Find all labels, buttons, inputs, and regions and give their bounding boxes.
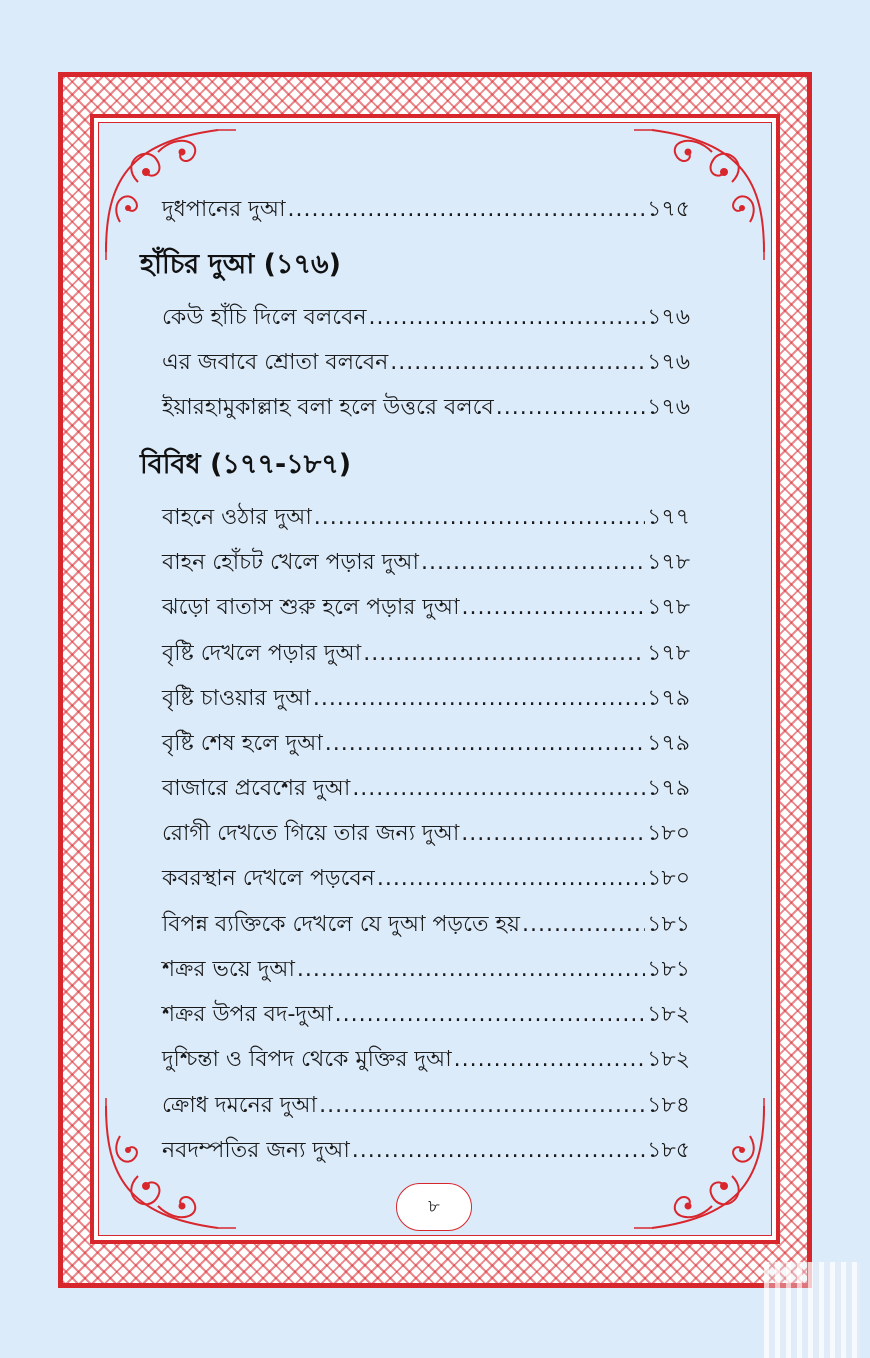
toc-entry[interactable] — [162, 636, 690, 670]
toc-entry-page: ১৭৯ — [647, 686, 690, 711]
toc-entry-page: ১৮০ — [647, 821, 690, 846]
toc-entry-page: ১৭৬ — [647, 305, 690, 330]
toc-entry-label: বাজারে প্রবেশের দুআ — [162, 776, 351, 801]
page-number-badge — [396, 1183, 472, 1231]
dot-leader — [335, 1002, 646, 1027]
toc-entry-page: ১৭৮ — [647, 641, 690, 666]
toc-entry[interactable] — [162, 771, 690, 805]
toc-entry[interactable] — [162, 997, 690, 1031]
dot-leader — [421, 550, 645, 575]
toc-entry-label: নবদম্পতির জন্য দুআ — [162, 1138, 350, 1163]
dot-leader — [496, 395, 645, 420]
dot-leader — [325, 731, 645, 756]
toc-entry[interactable] — [162, 681, 690, 715]
dot-leader — [288, 197, 646, 222]
dot-leader — [314, 505, 645, 530]
toc-entry-page: ১৭৭ — [647, 505, 690, 530]
toc-entry-label: এর জবাবে শ্রোতা বলবেন — [162, 350, 389, 375]
toc-entry-label: রোগী দেখতে গিয়ে তার জন্য দুআ — [162, 821, 460, 846]
toc-entry[interactable] — [162, 500, 690, 534]
dot-leader — [313, 686, 645, 711]
toc-entry-label: ঝড়ো বাতাস শুরু হলে পড়ার দুআ — [162, 595, 460, 620]
toc-entry[interactable] — [162, 300, 690, 334]
dot-leader — [352, 1138, 645, 1163]
toc-entry-label: ক্রোধ দমনের দুআ — [162, 1093, 318, 1118]
toc-entry-page: ১৮১ — [647, 957, 690, 982]
toc-entry-page: ১৮১ — [647, 912, 690, 937]
toc-entry-page: ১৭৫ — [647, 197, 690, 222]
toc-entry-label: শক্রর ভয়ে দুআ — [162, 957, 295, 982]
toc-entry-label: দুশ্চিন্তা ও বিপদ থেকে মুক্তির দুআ — [162, 1047, 452, 1072]
toc-entry[interactable] — [162, 816, 690, 850]
toc-entry[interactable] — [162, 907, 690, 941]
toc-entry-page: ১৮০ — [647, 866, 690, 891]
dot-leader — [461, 821, 645, 846]
toc-entry-page: ১৭৯ — [647, 731, 690, 756]
section-heading: বিবিধ (১৭৭-১৮৭) — [140, 449, 352, 480]
dot-leader — [363, 641, 645, 666]
dot-leader — [522, 912, 645, 937]
toc-entry-label: কবরস্থান দেখলে পড়বেন — [162, 866, 375, 891]
toc-entry-label: বৃষ্টি চাওয়ার দুআ — [162, 686, 311, 711]
toc-entry[interactable] — [162, 1133, 690, 1167]
dot-leader — [319, 1093, 645, 1118]
dot-leader — [297, 957, 645, 982]
page-number: ৮ — [428, 1195, 440, 1217]
toc-entry-page: ১৭৬ — [647, 395, 690, 420]
toc-entry-label: শক্রর উপর বদ-দুআ — [162, 1002, 333, 1027]
toc-entry-page: ১৭৯ — [647, 776, 690, 801]
dot-leader — [368, 305, 645, 330]
toc-entry-page: ১৮২ — [647, 1002, 690, 1027]
toc-entry-label: বৃষ্টি শেষ হলে দুআ — [162, 731, 323, 756]
dot-leader — [352, 776, 645, 801]
toc-entry[interactable] — [162, 590, 690, 624]
toc-entry[interactable] — [162, 726, 690, 760]
toc-entry[interactable] — [162, 545, 690, 579]
toc-entry-label: দুধপানের দুআ — [162, 197, 286, 222]
page-edge-decoration — [764, 1262, 860, 1358]
toc-entry-label: ইয়ারহামুকাল্লাহ বলা হলে উত্তরে বলবে — [162, 395, 494, 420]
toc-entry-page: ১৭৬ — [647, 350, 690, 375]
section-heading: হাঁচির দুআ (১৭৬) — [140, 249, 341, 280]
toc-entry[interactable] — [162, 1088, 690, 1122]
dot-leader — [454, 1047, 646, 1072]
toc-entry[interactable] — [162, 192, 690, 226]
toc-entry-page: ১৮৫ — [647, 1138, 690, 1163]
toc-entry-page: ১৭৮ — [647, 595, 690, 620]
toc-entry-page: ১৭৮ — [647, 550, 690, 575]
toc-entry[interactable] — [162, 952, 690, 986]
toc-entry-label: কেউ হাঁচি দিলে বলবেন — [162, 305, 367, 330]
toc-entry[interactable] — [162, 345, 690, 379]
toc-entry[interactable] — [162, 861, 690, 895]
toc-entry-page: ১৮৪ — [647, 1093, 690, 1118]
toc-entry-label: বিপন্ন ব্যক্তিকে দেখলে যে দুআ পড়তে হয় — [162, 912, 520, 937]
toc-entry-label: বাহন হোঁচট খেলে পড়ার দুআ — [162, 550, 419, 575]
toc-entry[interactable] — [162, 390, 690, 424]
dot-leader — [390, 350, 645, 375]
toc-entry-label: বৃষ্টি দেখলে পড়ার দুআ — [162, 641, 362, 666]
dot-leader — [377, 866, 645, 891]
toc-entry[interactable] — [162, 1042, 690, 1076]
toc-entry-page: ১৮২ — [647, 1047, 690, 1072]
toc-entry-label: বাহনে ওঠার দুআ — [162, 505, 312, 530]
dot-leader — [462, 595, 646, 620]
